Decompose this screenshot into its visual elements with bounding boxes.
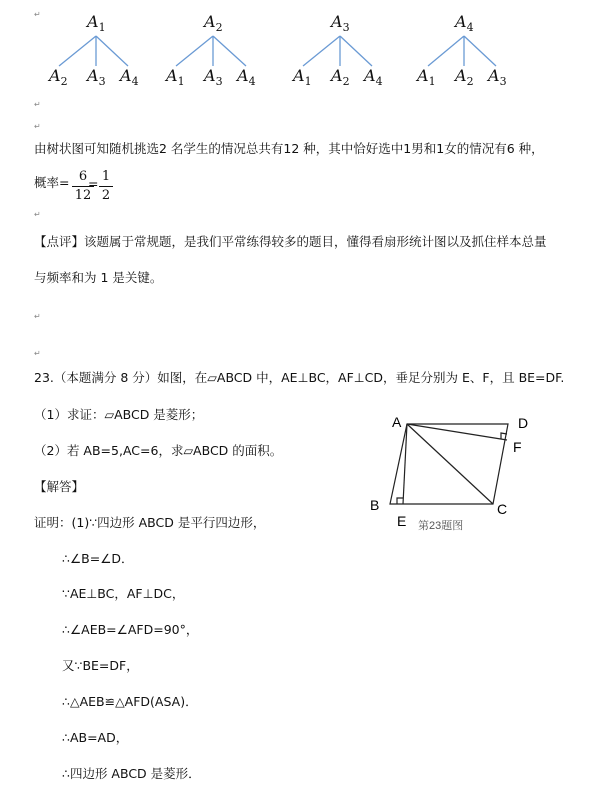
paragraph-mark: ↵ <box>34 100 41 109</box>
tree-child-node: $A_1$ <box>166 66 185 89</box>
proof-line: ∴AB=AD， <box>62 730 129 745</box>
proof-line: ∴四边形 ABCD 是菱形． <box>62 766 201 781</box>
parallelogram-figure <box>360 410 540 540</box>
q23-part-2: （2）若 AB=5,AC=6，求▱ABCD 的面积。 <box>34 443 283 458</box>
tree-child-node: $A_4$ <box>120 66 139 89</box>
label-D: D <box>518 415 529 431</box>
proof-line: 又∵BE=DF， <box>62 658 139 673</box>
fraction-1-numerator: 6 <box>78 169 88 184</box>
fraction-2-denominator: 2 <box>101 188 111 203</box>
proof-line: 证明：(1)∵四边形 ABCD 是平行四边形， <box>34 515 266 530</box>
answer-label: 【解答】 <box>34 479 85 494</box>
paragraph-mark: ↵ <box>34 349 41 358</box>
fraction-2-numerator: 1 <box>101 169 111 184</box>
label-C: C <box>497 501 508 517</box>
tree-root-node: $A_3$ <box>331 12 350 35</box>
tree-root-node: $A_2$ <box>204 12 223 35</box>
tree-child-node: $A_1$ <box>293 66 312 89</box>
tree-child-node: $A_4$ <box>364 66 383 89</box>
paragraph-mark: ↵ <box>34 210 41 219</box>
tree-child-node: $A_3$ <box>488 66 507 89</box>
tree-child-node: $A_3$ <box>87 66 106 89</box>
label-B: B <box>370 497 380 513</box>
tree-root-node: $A_1$ <box>87 12 106 35</box>
paragraph-mark: ↵ <box>34 10 41 19</box>
label-A: A <box>392 414 402 430</box>
tree-child-node: $A_2$ <box>455 66 474 89</box>
paragraph-mark: ↵ <box>34 312 41 321</box>
q23-part-1: （1）求证：▱ABCD 是菱形； <box>34 407 204 422</box>
fraction-2-bar <box>99 186 113 187</box>
tree-conclusion-text: 由树状图可知随机挑选2 名学生的情况总共有12 种，其中恰好选中1男和1女的情况有6 种， <box>34 141 544 156</box>
comment-line-2: 与频率和为 1 是关键。 <box>34 270 163 285</box>
label-E: E <box>397 513 407 529</box>
comment-line-1: 【点评】该题属于常规题，是我们平常练得较多的题目，懂得看扇形统计图以及抓住样本总量 <box>34 234 547 249</box>
tree-child-node: $A_2$ <box>331 66 350 89</box>
tree-child-node: $A_4$ <box>237 66 256 89</box>
tree-child-node: $A_2$ <box>49 66 68 89</box>
tree-child-node: $A_3$ <box>204 66 223 89</box>
figure-caption: 第23题图 <box>418 520 464 532</box>
q23-header: 23.（本题满分 8 分）如图，在▱ABCD 中，AE⊥BC，AF⊥CD，垂足分别为 E、F，且 BE=DF. <box>34 370 565 385</box>
label-F: F <box>513 439 522 455</box>
tree-root-node: $A_4$ <box>455 12 474 35</box>
proof-line: ∴∠B=∠D． <box>62 551 134 566</box>
proof-line: ∴△AEB≌△AFD(ASA)． <box>62 694 198 709</box>
equals-sign: = <box>88 176 99 191</box>
probability-label: 概率= <box>34 175 70 190</box>
proof-line: ∵AE⊥BC，AF⊥DC， <box>62 586 185 601</box>
tree-child-node: $A_1$ <box>417 66 436 89</box>
proof-line: ∴∠AEB=∠AFD=90°， <box>62 622 199 637</box>
fraction-1-denominator: 12 <box>74 188 92 203</box>
paragraph-mark: ↵ <box>34 122 41 131</box>
